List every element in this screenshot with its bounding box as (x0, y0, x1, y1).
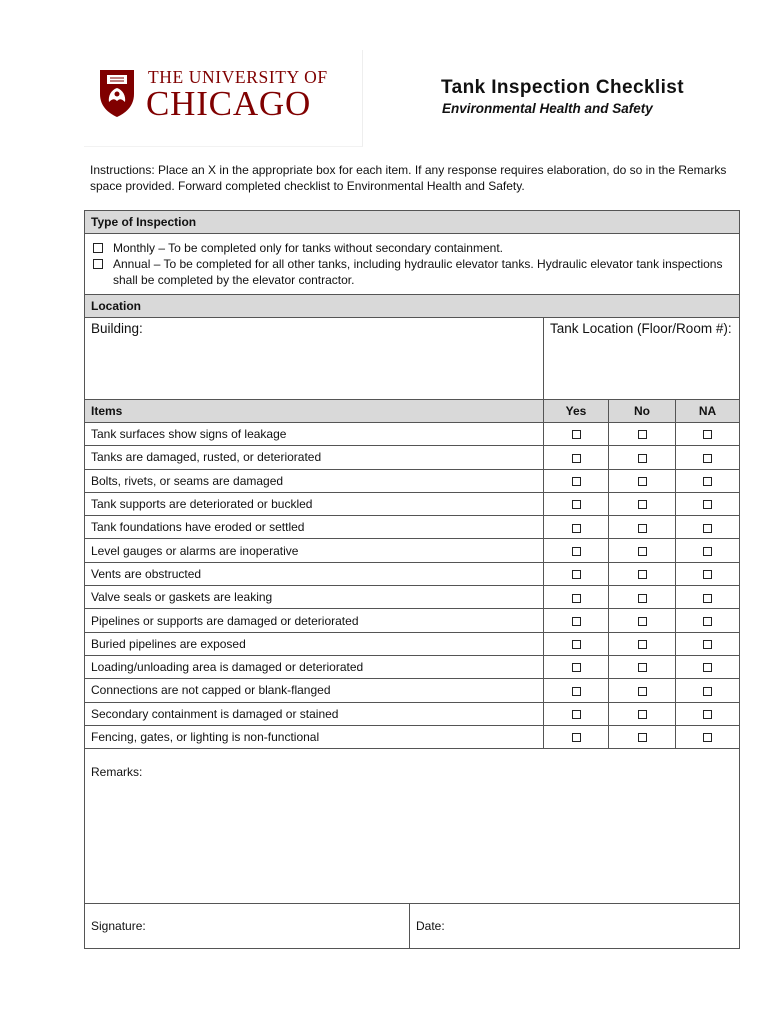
yes-checkbox[interactable] (572, 710, 581, 719)
instructions-text: Instructions: Place an X in the appropriate box for each item. If any response requires elaboration, do so in the Remarks space provided. Forward completed checklist to Environmental Health and Safety. (90, 163, 727, 193)
na-checkbox[interactable] (703, 594, 712, 603)
table-row (85, 702, 740, 725)
option-annual-label: Annual – To be completed for all other tanks, including hydraulic elevator tanks. Hydraulic elevator tank inspections shall be completed by the elevator contractor. (113, 257, 723, 287)
table-row (85, 516, 740, 539)
no-cell (609, 446, 676, 469)
no-checkbox[interactable] (638, 430, 647, 439)
document-subtitle: Environmental Health and Safety (442, 101, 653, 116)
item-label: Loading/unloading area is damaged or deteriorated (85, 655, 544, 678)
option-monthly-label: Monthly – To be completed only for tanks without secondary containment. (113, 241, 503, 255)
na-cell (676, 492, 740, 515)
na-cell (676, 725, 740, 748)
shield-crest-icon (98, 68, 136, 118)
logo-text-line1: THE UNIVERSITY OF (148, 67, 328, 87)
na-checkbox[interactable] (703, 663, 712, 672)
no-checkbox[interactable] (638, 663, 647, 672)
yes-checkbox[interactable] (572, 594, 581, 603)
yes-cell (544, 586, 609, 609)
item-label: Valve seals or gaskets are leaking (85, 586, 544, 609)
no-checkbox[interactable] (638, 640, 647, 649)
no-cell (609, 725, 676, 748)
na-cell (676, 679, 740, 702)
item-label: Buried pipelines are exposed (85, 632, 544, 655)
item-label: Level gauges or alarms are inoperative (85, 539, 544, 562)
checkbox-annual[interactable] (93, 259, 103, 269)
na-cell (676, 702, 740, 725)
no-checkbox[interactable] (638, 617, 647, 626)
yes-cell (544, 655, 609, 678)
na-checkbox[interactable] (703, 454, 712, 463)
table-row (85, 655, 740, 678)
no-cell (609, 516, 676, 539)
yes-checkbox[interactable] (572, 500, 581, 509)
yes-cell (544, 725, 609, 748)
signature-label: Signature: (91, 919, 146, 934)
no-checkbox[interactable] (638, 570, 647, 579)
no-checkbox[interactable] (638, 454, 647, 463)
na-checkbox[interactable] (703, 710, 712, 719)
yes-cell (544, 492, 609, 515)
no-cell (609, 609, 676, 632)
yes-checkbox[interactable] (572, 733, 581, 742)
item-label: Fencing, gates, or lighting is non-functional (85, 725, 544, 748)
no-cell (609, 539, 676, 562)
yes-checkbox[interactable] (572, 430, 581, 439)
yes-cell (544, 469, 609, 492)
table-row (85, 609, 740, 632)
date-label: Date: (416, 919, 445, 934)
yes-checkbox[interactable] (572, 454, 581, 463)
inspection-form (84, 210, 740, 949)
no-checkbox[interactable] (638, 710, 647, 719)
na-checkbox[interactable] (703, 687, 712, 696)
items-header: Items (85, 400, 544, 423)
yes-cell (544, 702, 609, 725)
signature-field[interactable] (85, 904, 410, 949)
no-cell (609, 632, 676, 655)
yes-cell (544, 539, 609, 562)
no-cell (609, 679, 676, 702)
remarks-field[interactable] (85, 749, 740, 904)
na-checkbox[interactable] (703, 570, 712, 579)
na-cell (676, 609, 740, 632)
table-row (85, 423, 740, 446)
no-checkbox[interactable] (638, 500, 647, 509)
table-row (85, 562, 740, 585)
no-header: No (609, 400, 676, 423)
logo-text-line2: CHICAGO (146, 84, 312, 123)
no-cell (609, 423, 676, 446)
option-annual[interactable] (91, 256, 733, 288)
tank-location-field[interactable] (544, 318, 740, 400)
na-cell (676, 632, 740, 655)
no-cell (609, 586, 676, 609)
yes-cell (544, 423, 609, 446)
checkbox-monthly[interactable] (93, 243, 103, 253)
yes-checkbox[interactable] (572, 687, 581, 696)
yes-checkbox[interactable] (572, 547, 581, 556)
na-checkbox[interactable] (703, 477, 712, 486)
table-row (85, 586, 740, 609)
na-checkbox[interactable] (703, 500, 712, 509)
option-monthly[interactable] (91, 240, 733, 256)
inspection-type-header: Type of Inspection (85, 211, 740, 234)
yes-cell (544, 609, 609, 632)
yes-checkbox[interactable] (572, 570, 581, 579)
table-row (85, 679, 740, 702)
no-cell (609, 655, 676, 678)
no-checkbox[interactable] (638, 733, 647, 742)
yes-cell (544, 632, 609, 655)
checklist-items (85, 423, 740, 749)
item-label: Tanks are damaged, rusted, or deteriorated (85, 446, 544, 469)
na-checkbox[interactable] (703, 547, 712, 556)
yes-cell (544, 679, 609, 702)
table-row (85, 469, 740, 492)
table-row (85, 446, 740, 469)
no-checkbox[interactable] (638, 477, 647, 486)
item-label: Vents are obstructed (85, 562, 544, 585)
na-checkbox[interactable] (703, 640, 712, 649)
building-field[interactable] (85, 318, 544, 400)
item-label: Tank surfaces show signs of leakage (85, 423, 544, 446)
item-label: Connections are not capped or blank-flanged (85, 679, 544, 702)
item-label: Bolts, rivets, or seams are damaged (85, 469, 544, 492)
item-label: Secondary containment is damaged or stained (85, 702, 544, 725)
item-label: Pipelines or supports are damaged or deteriorated (85, 609, 544, 632)
na-cell (676, 516, 740, 539)
na-header: NA (676, 400, 740, 423)
building-label: Building: (91, 321, 143, 336)
na-checkbox[interactable] (703, 524, 712, 533)
yes-checkbox[interactable] (572, 663, 581, 672)
tank-location-label: Tank Location (Floor/Room #): (550, 321, 732, 336)
yes-header: Yes (544, 400, 609, 423)
table-row (85, 492, 740, 515)
na-cell (676, 469, 740, 492)
yes-checkbox[interactable] (572, 640, 581, 649)
na-checkbox[interactable] (703, 430, 712, 439)
na-cell (676, 655, 740, 678)
no-cell (609, 469, 676, 492)
yes-checkbox[interactable] (572, 524, 581, 533)
no-cell (609, 492, 676, 515)
na-checkbox[interactable] (703, 617, 712, 626)
no-checkbox[interactable] (638, 687, 647, 696)
yes-checkbox[interactable] (572, 617, 581, 626)
na-cell (676, 539, 740, 562)
table-row (85, 632, 740, 655)
na-cell (676, 423, 740, 446)
table-row (85, 539, 740, 562)
yes-checkbox[interactable] (572, 477, 581, 486)
document-title: Tank Inspection Checklist (441, 77, 684, 98)
yes-cell (544, 562, 609, 585)
university-logo (84, 50, 363, 147)
na-cell (676, 446, 740, 469)
remarks-label: Remarks: (91, 765, 143, 780)
yes-cell (544, 446, 609, 469)
inspection-type-options (85, 234, 740, 295)
location-header: Location (85, 295, 740, 318)
table-row (85, 725, 740, 748)
yes-cell (544, 516, 609, 539)
na-checkbox[interactable] (703, 733, 712, 742)
no-checkbox[interactable] (638, 524, 647, 533)
item-label: Tank foundations have eroded or settled (85, 516, 544, 539)
no-checkbox[interactable] (638, 547, 647, 556)
na-cell (676, 586, 740, 609)
item-label: Tank supports are deteriorated or buckled (85, 492, 544, 515)
no-checkbox[interactable] (638, 594, 647, 603)
na-cell (676, 562, 740, 585)
no-cell (609, 562, 676, 585)
no-cell (609, 702, 676, 725)
date-field[interactable] (410, 904, 740, 949)
